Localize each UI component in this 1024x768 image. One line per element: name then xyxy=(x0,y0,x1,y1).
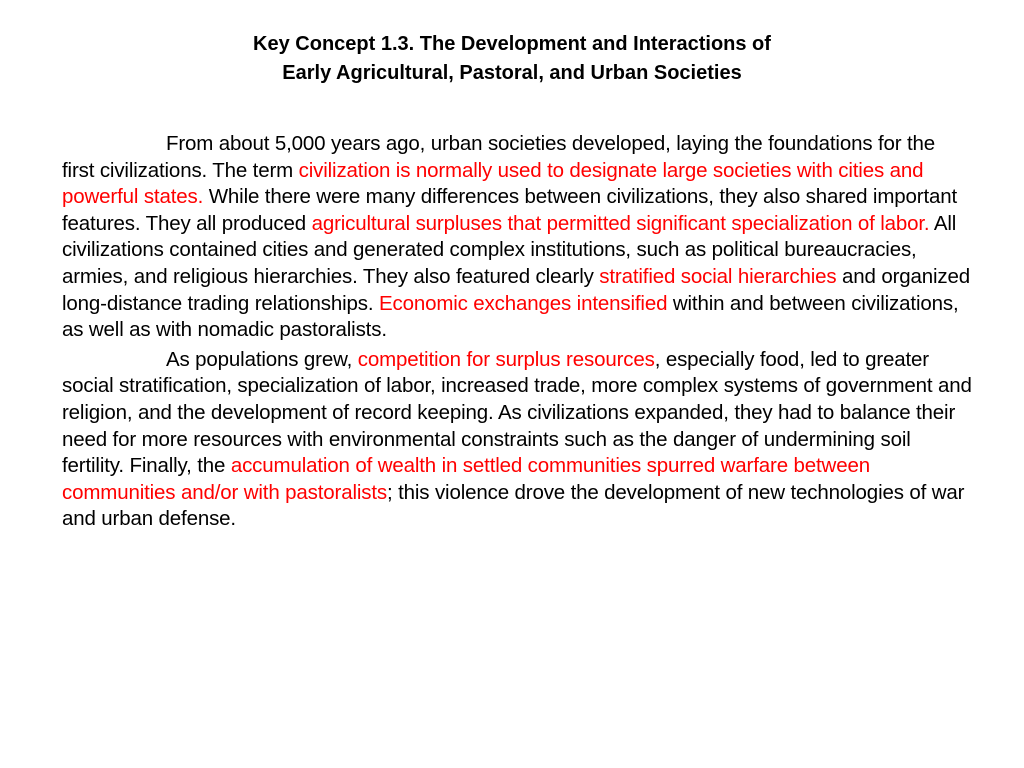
highlighted-text: Economic exchanges intensified xyxy=(378,291,668,315)
text-segment: and organized long-distance trading relationships. xyxy=(62,264,971,315)
text-segment: , especially food, led to greater social stratification, specialization of labor, increased trade, more complex systems of government and religion, and the development of record keeping. As civilizations expanded, they had to balance their need for more resources with environmental constraints such as the danger of undermining soil fertility. Finally, the xyxy=(62,347,972,478)
highlighted-text: accumulation of wealth in settled communities spurred warfare between communities and/or with pastoralists xyxy=(62,454,870,504)
text-segment: ; this violence drove the development of new technologies of war and urban defense. xyxy=(62,480,965,531)
title-line-1: Key Concept 1.3. The Development and Interactions of xyxy=(253,33,771,55)
highlighted-text: civilization is normally used to designate large societies with cities and powerful states. xyxy=(62,158,924,209)
text-segment: While there were many differences between civilizations, they also shared important features. They all produced xyxy=(62,185,958,235)
text-segment: As populations grew, xyxy=(166,347,358,371)
slide-title xyxy=(40,30,984,88)
highlighted-text: competition for surplus resources xyxy=(357,347,655,371)
title-line-2: Early Agricultural, Pastoral, and Urban Societies xyxy=(282,62,742,84)
highlighted-text: agricultural surpluses that permitted significant specialization of labor. xyxy=(311,211,930,235)
paragraph-2 xyxy=(62,347,972,533)
slide-body xyxy=(62,131,972,533)
highlighted-text: stratified social hierarchies xyxy=(599,264,837,288)
text-segment: within and between civilizations, as well as with nomadic pastoralists. xyxy=(62,291,959,342)
text-segment: All civilizations contained cities and generated complex institutions, such as political bureaucracies, armies, and religious hierarchies. They also featured clearly xyxy=(62,211,957,288)
text-segment: From about 5,000 years ago, urban societies developed, laying the foundations for the first civilizations. The term xyxy=(62,132,936,182)
paragraph-1 xyxy=(62,131,972,344)
